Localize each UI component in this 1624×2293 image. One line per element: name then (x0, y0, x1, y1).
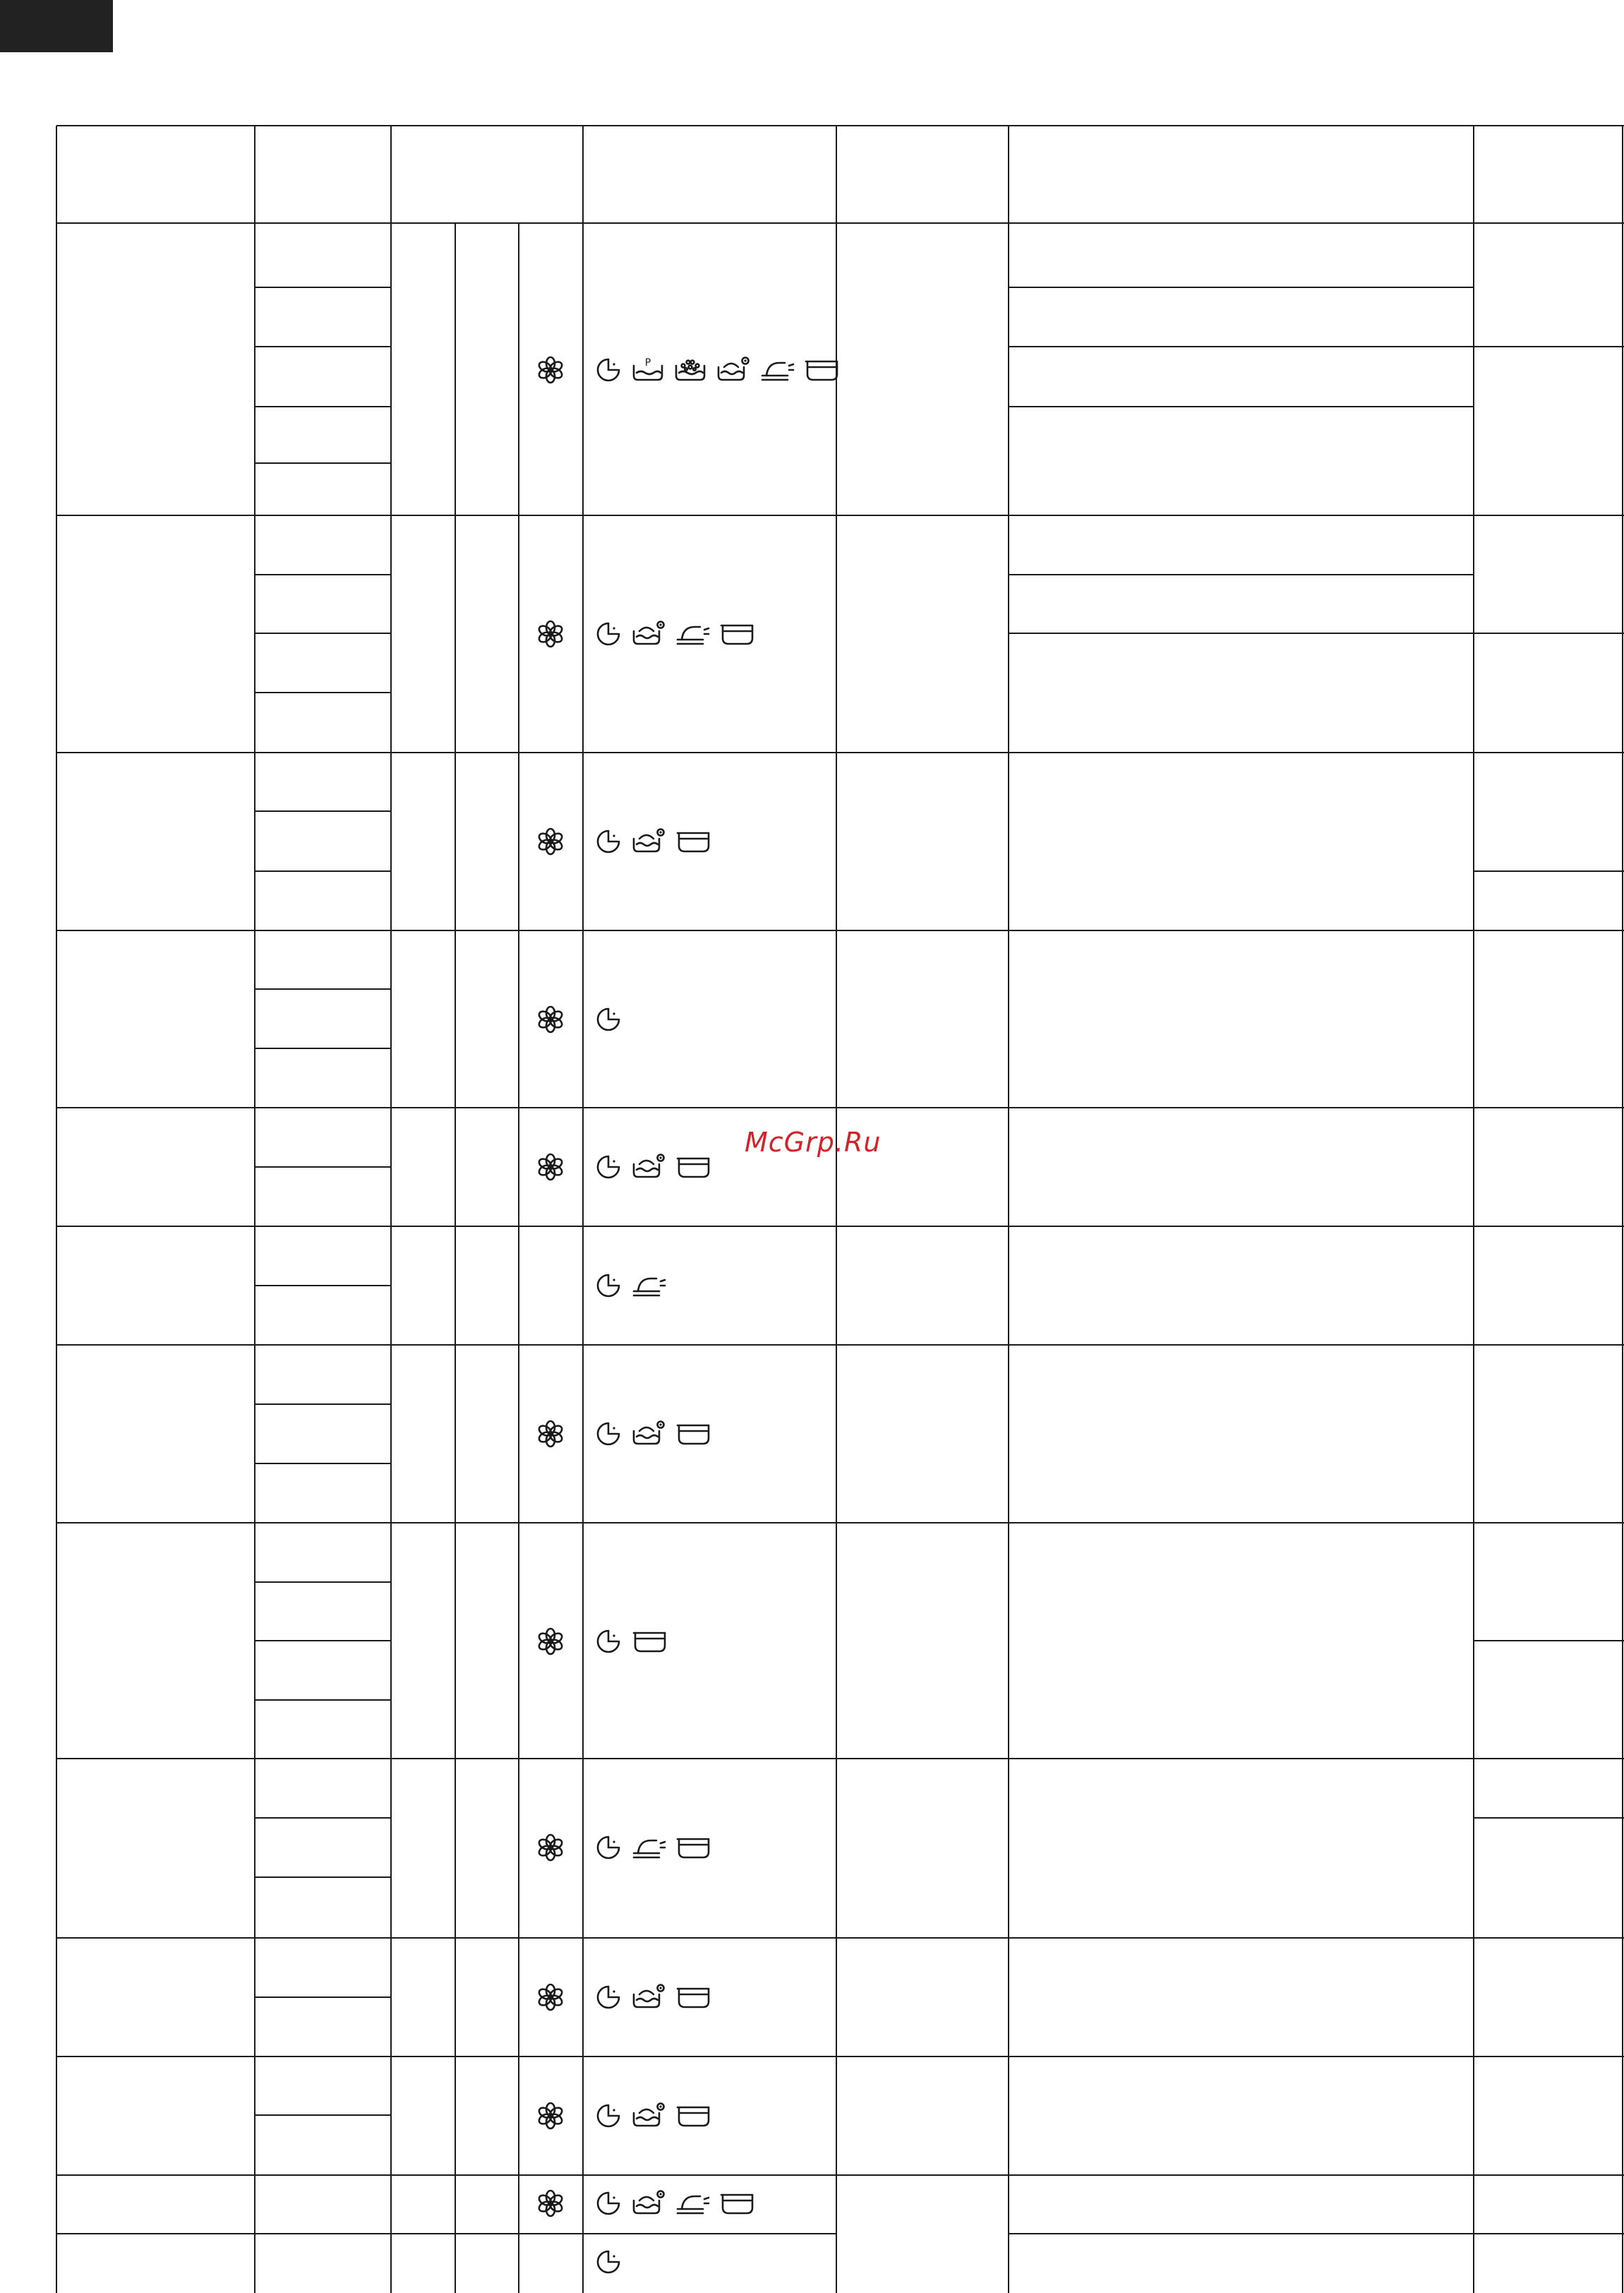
fan-icon (537, 621, 563, 647)
fan-icon (537, 2191, 563, 2216)
iron-icon (762, 363, 793, 380)
basin-rinse-icon (634, 1985, 664, 2008)
fan-icon (537, 1007, 563, 1032)
tub-icon (678, 1159, 709, 1177)
clock-icon (598, 1009, 619, 1030)
clock-icon (598, 1987, 619, 2008)
tub-icon (806, 361, 837, 380)
clock-icon (598, 1156, 619, 1178)
clock-icon (598, 359, 619, 381)
basin-rinse-icon (634, 1422, 664, 1444)
clock-icon (598, 831, 619, 852)
clock-icon (598, 1837, 619, 1858)
clock-icon (598, 1423, 619, 1444)
fan-icon (537, 1154, 563, 1180)
iron-icon (634, 1840, 665, 1857)
iron-icon (678, 627, 709, 644)
tub-icon (678, 833, 709, 851)
fan-icon (537, 1835, 563, 1860)
basin-bubbles-icon (676, 361, 704, 380)
fan-icon (537, 2103, 563, 2129)
basin-rinse-icon (634, 2191, 664, 2214)
fan-icon (537, 829, 563, 854)
fan-icon (537, 1421, 563, 1447)
fan-icon (537, 357, 563, 383)
fan-icon (537, 1984, 563, 2010)
basin-rinse-icon (634, 1155, 664, 1178)
tub-icon (721, 625, 752, 644)
clock-icon (598, 1275, 619, 1296)
svg-text:P: P (644, 357, 651, 369)
tub-icon (678, 1839, 709, 1857)
tub-icon (721, 2195, 752, 2213)
clock-icon (598, 2193, 619, 2214)
iron-icon (634, 1279, 665, 1295)
tub-icon (634, 1633, 665, 1651)
basin-p-icon (634, 357, 662, 380)
watermark: McGrp.Ru (745, 1127, 882, 1158)
clock-icon (598, 2105, 619, 2126)
clock-icon (598, 623, 619, 645)
basin-rinse-icon (634, 622, 664, 645)
clock-icon (598, 2251, 619, 2273)
iron-icon (678, 2196, 709, 2213)
tub-icon (678, 2107, 709, 2126)
tub-icon (678, 1989, 709, 2007)
tub-icon (678, 1425, 709, 1444)
basin-rinse-icon (634, 2104, 664, 2126)
clock-icon (598, 1631, 619, 1652)
fan-icon (537, 1629, 563, 1654)
basin-rinse-icon (718, 358, 749, 381)
basin-rinse-icon (634, 830, 664, 852)
